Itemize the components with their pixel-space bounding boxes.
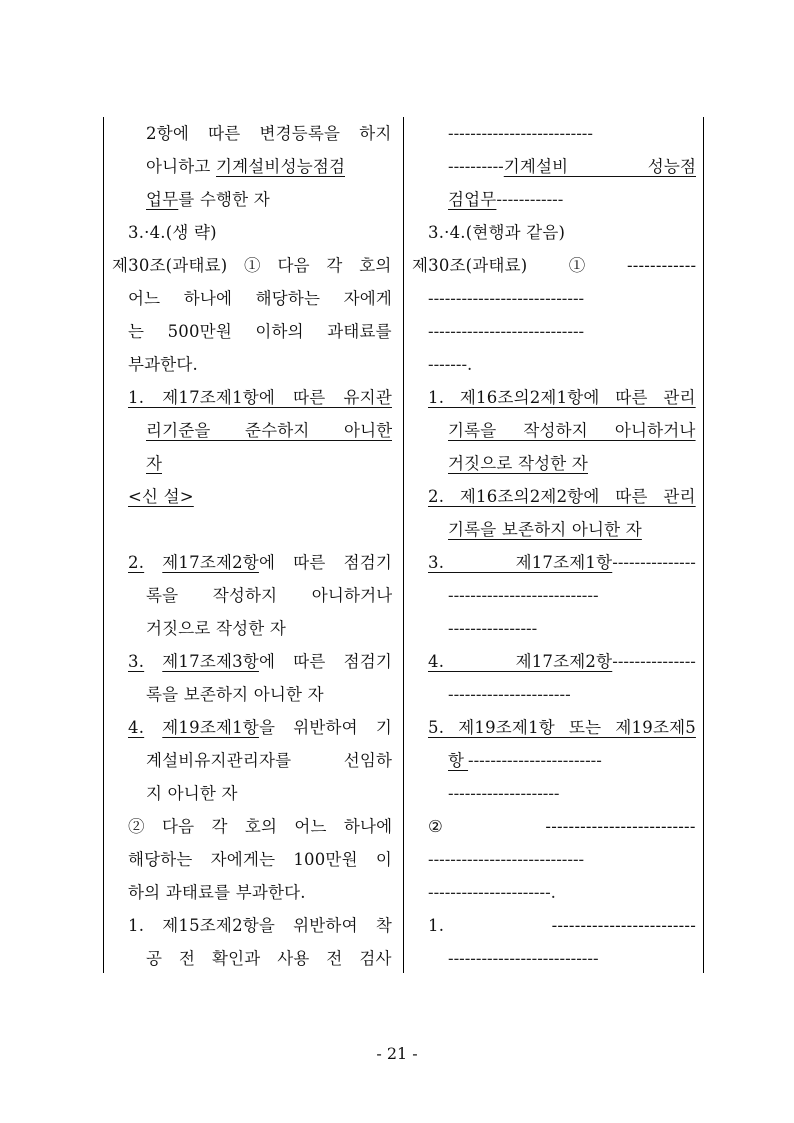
left-border <box>103 117 104 973</box>
left-text-line <box>128 216 217 249</box>
text-segment: 기록을 작성하지 아니하거나 <box>448 421 696 440</box>
text-segment: ---------------------------- <box>428 322 585 341</box>
text-segment: ---------------------------- <box>428 289 585 308</box>
text-segment: 기록을 보존하지 아니한 자 <box>448 520 642 539</box>
right-text-line <box>428 315 584 348</box>
text-segment: 3. <box>128 652 145 671</box>
text-segment: 는 500만원 이하의 과태료를 <box>128 322 392 341</box>
text-segment: 제30조(과태료) ① ------------ <box>412 256 697 275</box>
text-segment: 4. 제17조제2항 <box>428 652 613 671</box>
text-segment: --------------- <box>612 652 696 671</box>
page-number: - 21 - <box>376 1044 418 1063</box>
text-segment: 3.·4.(현행과 같음) <box>428 223 566 242</box>
text-segment: 리기준을 준수하지 아니한 <box>146 421 393 440</box>
text-segment: 에 따른 점검기 <box>258 553 392 572</box>
text-segment: ------------------------ <box>468 751 602 770</box>
text-segment: 제17조제3항 <box>162 652 259 671</box>
text-segment <box>144 718 162 737</box>
right-text-line <box>428 645 696 678</box>
text-segment: 어느 하나에 해당하는 자에게 <box>128 289 393 308</box>
left-text-line <box>146 777 238 810</box>
left-text-line <box>128 876 306 909</box>
text-segment: -------------------- <box>448 784 560 803</box>
right-text-line <box>448 414 696 447</box>
right-text-line <box>428 546 696 579</box>
text-segment: 해당하는 자에게는 100만원 이 <box>128 850 392 869</box>
left-text-line <box>128 282 392 315</box>
right-text-line <box>428 480 696 513</box>
left-text-line <box>128 645 392 678</box>
text-segment: 자 <box>146 454 163 473</box>
text-segment: -------------------------- <box>448 124 593 143</box>
right-text-line <box>428 843 584 876</box>
left-text-line <box>128 480 194 513</box>
text-segment: 5. 제19조제1항 또는 제19조제5 <box>428 718 696 737</box>
left-text-line <box>128 810 392 843</box>
text-segment: 부과한다. <box>128 355 199 374</box>
right-text-line <box>448 744 602 777</box>
right-text-line <box>448 678 571 711</box>
right-text-line <box>448 612 537 645</box>
text-segment: 4. <box>128 718 145 737</box>
right-text-line <box>428 381 696 414</box>
left-text-line <box>146 414 392 447</box>
text-segment: ------------ <box>496 190 564 209</box>
left-text-line <box>128 711 392 744</box>
text-segment: 거짓으로 작성한 자 <box>448 454 589 473</box>
left-text-line <box>146 117 392 150</box>
text-segment: 3. 제17조제1항 <box>428 553 613 572</box>
text-segment: 검업무 <box>448 190 497 209</box>
right-text-line <box>448 150 696 183</box>
text-segment: 1. 제17조제1항에 따른 유지관 <box>128 388 392 407</box>
right-text-line <box>428 348 472 381</box>
right-text-line <box>412 249 696 282</box>
text-segment: 항 <box>448 751 469 770</box>
text-segment: 아니하고 <box>146 157 217 176</box>
text-segment <box>144 652 162 671</box>
text-segment: <신 설> <box>128 487 194 506</box>
text-segment: 지 아니한 자 <box>146 784 238 803</box>
text-segment: ---------------- <box>448 619 538 638</box>
right-text-line <box>428 711 696 744</box>
right-text-line <box>428 216 565 249</box>
text-segment: ② 다음 각 호의 어느 하나에 <box>128 817 393 836</box>
text-segment: 제19조제1항 <box>162 718 259 737</box>
text-segment: ---------------------- <box>448 685 571 704</box>
text-segment: 2. 제16조의2제2항에 따른 관리 <box>428 487 696 506</box>
right-text-line <box>448 117 593 150</box>
text-segment: 제30조(과태료) ① 다음 각 호의 <box>112 256 392 275</box>
right-text-line <box>448 579 599 612</box>
left-text-line <box>146 150 345 183</box>
text-segment: 를 수행한 자 <box>178 190 270 209</box>
text-segment: -------. <box>428 355 473 374</box>
text-segment: 1. 제16조의2제1항에 따른 관리 <box>428 388 696 407</box>
text-segment: 1. 제15조제2항을 위반하여 착 <box>128 916 392 935</box>
text-segment: 을 위반하여 기 <box>258 718 392 737</box>
right-text-line <box>428 282 584 315</box>
left-text-line <box>146 447 162 480</box>
text-segment: ---------------------------- <box>428 850 585 869</box>
text-segment: --------------------------- <box>448 586 599 605</box>
right-text-line <box>448 942 599 975</box>
left-text-line <box>128 909 392 942</box>
right-text-line <box>448 183 563 216</box>
text-segment: 업무 <box>146 190 179 209</box>
left-text-line <box>128 381 392 414</box>
text-segment: 2항에 따른 변경등록을 하지 <box>146 124 392 143</box>
text-segment: 하의 과태료를 부과한다. <box>128 883 306 902</box>
text-segment: ---------- <box>448 157 504 176</box>
left-text-line <box>146 183 270 216</box>
text-segment: 1. ------------------------- <box>428 916 696 935</box>
text-segment: 기계설비성능점검 <box>216 157 346 176</box>
left-text-line <box>146 678 324 711</box>
text-segment: 록을 보존하지 아니한 자 <box>146 685 324 704</box>
left-text-line <box>146 612 286 645</box>
text-segment <box>144 553 162 572</box>
right-text-line <box>428 876 556 909</box>
text-segment: 제17조제2항 <box>162 553 259 572</box>
text-segment: 기계설비 성능점 <box>503 157 697 176</box>
text-segment: 3.·4.(생 략) <box>128 223 217 242</box>
left-text-line <box>112 249 392 282</box>
left-text-line <box>146 744 392 777</box>
left-text-line <box>146 579 392 612</box>
left-text-line <box>128 843 392 876</box>
left-text-line <box>128 315 392 348</box>
text-segment: --------------------------- <box>448 949 599 968</box>
text-segment: 계설비유지관리자를 선임하 <box>146 751 393 770</box>
right-text-line <box>448 447 588 480</box>
text-segment: 에 따른 점검기 <box>258 652 392 671</box>
text-segment: --------------- <box>612 553 696 572</box>
right-border <box>703 117 704 973</box>
left-text-line <box>128 348 198 381</box>
right-text-line <box>428 909 696 942</box>
text-segment: ② -------------------------- <box>428 817 696 836</box>
right-text-line <box>428 810 696 843</box>
center-divider <box>403 117 404 973</box>
text-segment: 공 전 확인과 사용 전 검사 <box>146 949 392 968</box>
left-text-line <box>128 546 392 579</box>
text-segment: ----------------------. <box>428 883 556 902</box>
text-segment: 거짓으로 작성한 자 <box>146 619 287 638</box>
text-segment: 록을 작성하지 아니하거나 <box>146 586 393 605</box>
text-segment: 2. <box>128 553 145 572</box>
right-text-line <box>448 513 642 546</box>
right-text-line <box>448 777 560 810</box>
left-text-line <box>146 942 392 975</box>
